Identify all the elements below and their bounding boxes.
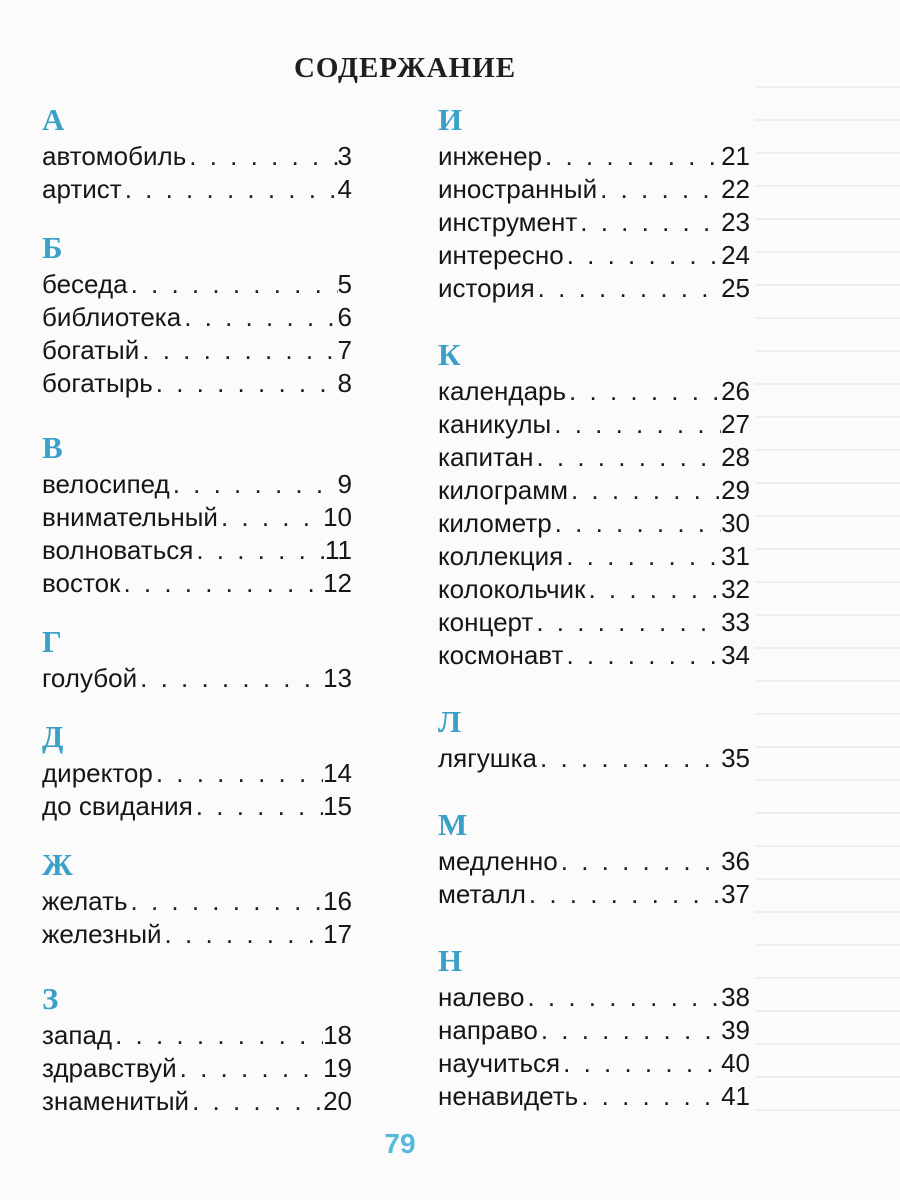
toc-entry (438, 206, 750, 239)
entry-word: желать (42, 886, 128, 916)
entry-page: 22 (721, 174, 750, 204)
toc-entry (438, 507, 750, 540)
dot-leader (566, 375, 721, 408)
entry-page: 35 (721, 743, 750, 773)
dot-leader (177, 1052, 323, 1085)
entry-page: 5 (337, 269, 352, 299)
entry-page: 40 (721, 1048, 750, 1078)
page-number: 79 (384, 1128, 416, 1159)
toc-entry (438, 1014, 750, 1047)
toc-section (42, 845, 352, 951)
dot-leader (112, 1019, 323, 1052)
entry-page: 29 (721, 475, 750, 505)
entry-page: 23 (721, 207, 750, 237)
dot-leader (181, 301, 337, 334)
entry-page: 20 (323, 1086, 352, 1116)
toc-section (42, 428, 352, 600)
toc-entry (438, 540, 750, 573)
section-letter: Н (438, 943, 463, 978)
entry-page: 36 (721, 846, 750, 876)
section-letter: Д (42, 719, 64, 754)
toc-section (42, 717, 352, 823)
entry-page: 18 (323, 1020, 352, 1050)
toc-entry (438, 272, 750, 305)
toc-column-left (42, 100, 352, 1118)
toc-entry (42, 301, 352, 334)
entry-word: коллекция (438, 541, 564, 571)
dot-leader (578, 1080, 721, 1113)
dot-leader (120, 567, 323, 600)
entry-page: 9 (337, 469, 352, 499)
toc-section (42, 979, 352, 1118)
toc-section (438, 100, 750, 305)
entry-word: космонавт (438, 640, 564, 670)
entry-page: 34 (721, 640, 750, 670)
section-letter: В (42, 430, 63, 465)
dot-leader (170, 468, 338, 501)
entry-page: 19 (323, 1053, 352, 1083)
dot-leader (139, 334, 337, 367)
entry-page: 11 (325, 535, 352, 565)
dot-leader (533, 606, 721, 639)
toc-entry (438, 606, 750, 639)
toc-entry (42, 885, 352, 918)
toc-entry (438, 140, 750, 173)
entry-page: 25 (721, 273, 750, 303)
dot-leader (560, 1047, 721, 1080)
dot-leader (533, 441, 721, 474)
toc-section (42, 622, 352, 695)
section-letter: И (438, 102, 463, 137)
toc-entry (438, 573, 750, 606)
entry-word: беседа (42, 269, 128, 299)
section-letter: А (42, 102, 65, 137)
entry-page: 31 (721, 541, 750, 571)
dot-leader (186, 140, 337, 173)
toc-entry (42, 1019, 352, 1052)
toc-entry (42, 757, 352, 790)
entry-word: календарь (438, 376, 567, 406)
toc-entry (438, 375, 750, 408)
dot-leader (564, 239, 721, 272)
entry-word: автомобиль (42, 141, 187, 171)
entry-page: 12 (323, 568, 352, 598)
show-through-text (755, 60, 900, 1140)
dot-leader (552, 507, 721, 540)
dot-leader (524, 981, 721, 1014)
entry-word: медленно (438, 846, 558, 876)
section-letter: Г (42, 624, 62, 659)
toc-entry (438, 1080, 750, 1113)
toc-entry (438, 239, 750, 272)
dot-leader (193, 790, 323, 823)
toc-entry (438, 408, 750, 441)
dot-leader (535, 272, 721, 305)
entry-word: направо (438, 1015, 538, 1045)
toc-entry (42, 1052, 352, 1085)
entry-word: запад (42, 1020, 113, 1050)
section-letter: К (438, 337, 461, 372)
entry-word: голубой (42, 663, 138, 693)
entry-page: 39 (721, 1015, 750, 1045)
entry-word: железный (42, 919, 162, 949)
entry-word: богатый (42, 335, 140, 365)
entry-page: 32 (721, 574, 750, 604)
entry-word: концерт (438, 607, 534, 637)
toc-entry (42, 173, 352, 206)
entry-page: 33 (721, 607, 750, 637)
toc-entry (438, 474, 750, 507)
dot-leader (551, 408, 721, 441)
dot-leader (128, 268, 338, 301)
entry-page: 21 (721, 141, 750, 171)
page-title: СОДЕРЖАНИЕ (293, 52, 517, 84)
entry-page: 16 (323, 886, 352, 916)
entry-word: металл (438, 879, 526, 909)
entry-page: 38 (721, 982, 750, 1012)
toc-entry (438, 878, 750, 911)
entry-word: килограмм (438, 475, 568, 505)
toc-section (438, 941, 750, 1113)
toc-entry (42, 790, 352, 823)
entry-word: до свидания (42, 791, 193, 821)
dot-leader (563, 540, 721, 573)
toc-entry (42, 1085, 352, 1118)
entry-page: 26 (721, 376, 750, 406)
entry-word: богатырь (42, 368, 153, 398)
entry-word: иностранный (438, 174, 598, 204)
toc-entry (438, 742, 750, 775)
dot-leader (189, 1085, 323, 1118)
toc-entry (42, 662, 352, 695)
entry-page: 13 (323, 663, 352, 693)
toc-section (438, 702, 750, 775)
toc-section (42, 228, 352, 400)
toc-entry (42, 534, 352, 567)
dot-leader (193, 534, 325, 567)
entry-page: 6 (337, 302, 352, 332)
dot-leader (162, 918, 324, 951)
entry-word: велосипед (42, 469, 170, 499)
entry-page: 17 (323, 919, 352, 949)
dot-leader (537, 742, 721, 775)
entry-page: 4 (337, 174, 352, 204)
toc-entry (438, 1047, 750, 1080)
entry-word: история (438, 273, 535, 303)
entry-word: волноваться (42, 535, 194, 565)
entry-word: капитан (438, 442, 534, 472)
dot-leader (137, 662, 323, 695)
entry-page: 30 (721, 508, 750, 538)
entry-word: километр (438, 508, 552, 538)
section-letter: З (42, 981, 59, 1016)
dot-leader (526, 878, 721, 911)
entry-word: артист (42, 174, 122, 204)
entry-page: 27 (721, 409, 750, 439)
dot-leader (153, 757, 323, 790)
entry-word: инструмент (438, 207, 578, 237)
dot-leader (597, 173, 721, 206)
entry-word: каникулы (438, 409, 552, 439)
entry-page: 8 (337, 368, 352, 398)
toc-entry (42, 367, 352, 400)
entry-word: научиться (438, 1048, 561, 1078)
entry-word: знаменитый (42, 1086, 190, 1116)
section-letter: Б (42, 230, 63, 265)
entry-word: ненавидеть (438, 1081, 579, 1111)
toc-section (438, 335, 750, 672)
toc-entry (438, 845, 750, 878)
dot-leader (585, 573, 721, 606)
section-letter: Ж (42, 847, 73, 882)
dot-leader (542, 140, 721, 173)
entry-page: 24 (721, 240, 750, 270)
entry-word: интересно (438, 240, 564, 270)
toc-section (438, 805, 750, 911)
entry-word: инженер (438, 141, 543, 171)
toc-entry (42, 567, 352, 600)
section-letter: Л (438, 704, 462, 739)
dot-leader (153, 367, 338, 400)
dot-leader (577, 206, 721, 239)
toc-entry (438, 981, 750, 1014)
toc-section (42, 100, 352, 206)
toc-entry (42, 268, 352, 301)
toc-entry (438, 639, 750, 672)
dot-leader (568, 474, 721, 507)
entry-page: 41 (721, 1081, 750, 1111)
toc-entry (42, 918, 352, 951)
entry-page: 37 (721, 879, 750, 909)
dot-leader (218, 501, 323, 534)
entry-word: внимательный (42, 502, 218, 532)
entry-word: налево (438, 982, 525, 1012)
dot-leader (128, 885, 324, 918)
entry-word: библиотека (42, 302, 182, 332)
entry-page: 10 (323, 502, 352, 532)
toc-entry (42, 140, 352, 173)
toc-entry (42, 468, 352, 501)
entry-word: лягушка (438, 743, 537, 773)
entry-page: 28 (721, 442, 750, 472)
entry-page: 7 (337, 335, 352, 365)
toc-entry (438, 441, 750, 474)
section-letter: М (438, 807, 468, 842)
dot-leader (558, 845, 721, 878)
dot-leader (538, 1014, 721, 1047)
entry-word: восток (42, 568, 121, 598)
toc-entry (42, 334, 352, 367)
toc-entry (438, 173, 750, 206)
dot-leader (122, 173, 338, 206)
entry-page: 14 (323, 758, 352, 788)
entry-page: 15 (323, 791, 352, 821)
entry-word: директор (42, 758, 153, 788)
entry-page: 3 (337, 141, 352, 171)
toc-entry (42, 501, 352, 534)
dot-leader (563, 639, 721, 672)
entry-word: здравствуй (42, 1053, 177, 1083)
toc-column-right (438, 100, 750, 1113)
entry-word: колокольчик (438, 574, 586, 604)
